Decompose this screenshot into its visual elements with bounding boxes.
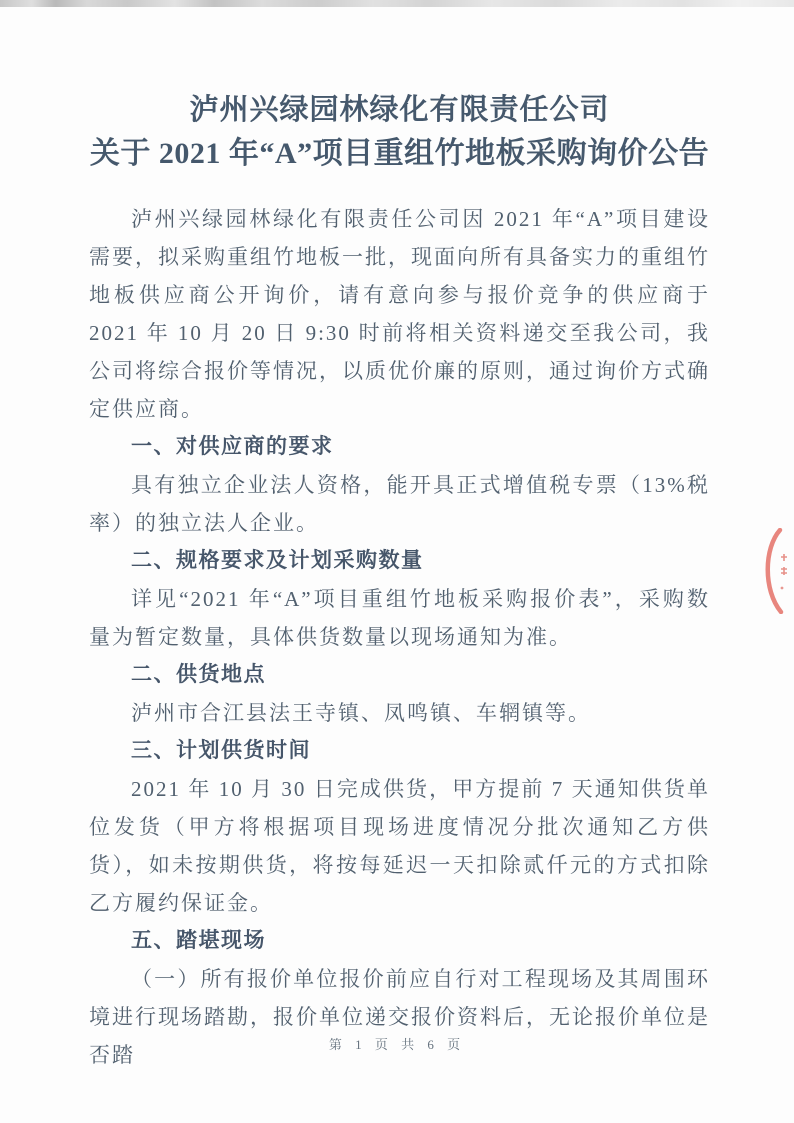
section-heading-delivery-location: 二、供货地点 bbox=[131, 663, 266, 686]
section-heading-spec-quantity: 二、规格要求及计划采购数量 bbox=[131, 549, 424, 572]
section-paragraph-delivery-location: 泸州市合江县法王寺镇、凤鸣镇、车辋镇等。 bbox=[131, 701, 591, 725]
company-name-title: 泸州兴绿园林绿化有限责任公司 bbox=[189, 94, 610, 126]
section-heading-supplier-requirements: 一、对供应商的要求 bbox=[131, 435, 334, 458]
scan-artifact-strip bbox=[0, 0, 794, 7]
section-heading-site-visit: 五、踏堪现场 bbox=[131, 929, 266, 952]
section-paragraph-site-visit: （一）所有报价单位报价前应自行对工程现场及其周围环境进行现场踏勘，报价单位递交报价资料后，无论报价单位是否踏 bbox=[89, 967, 710, 1067]
intro-paragraph: 泸州兴绿园林绿化有限责任公司因 2021 年“A”项目建设需要，拟采购重组竹地板一批，现面向所有具备实力的重组竹地板供应商公开询价，请有意向参与报价竞争的供应商于 2021 年 10 月 20 日 9:30 时前将相关资料递交至我公司，我公司将综合报价等情况，以质优价廉的原则，通过询价方式确定供应商。 bbox=[89, 207, 710, 421]
document-content bbox=[89, 88, 710, 1074]
document-title bbox=[89, 88, 710, 176]
section-heading-delivery-time: 三、计划供货时间 bbox=[131, 739, 311, 762]
page-number-footer: 第 1 页 共 6 页 bbox=[328, 1037, 466, 1052]
section-paragraph-spec-quantity: 详见“2021 年“A”项目重组竹地板采购报价表”，采购数量为暂定数量，具体供货数量以现场通知为准。 bbox=[89, 587, 710, 649]
document-body bbox=[89, 200, 710, 1074]
red-seal-arc-icon bbox=[758, 528, 794, 614]
announcement-title: 关于 2021 年“A”项目重组竹地板采购询价公告 bbox=[89, 137, 710, 170]
section-paragraph-delivery-time: 2021 年 10 月 30 日完成供货，甲方提前 7 天通知供货单位发货（甲方将根据项目现场进度情况分批次通知乙方供货），如未按期供货，将按每延迟一天扣除贰仟元的方式扣除乙方履约保证金。 bbox=[89, 777, 710, 915]
partial-red-seal-stamp bbox=[758, 528, 794, 614]
section-paragraph-supplier-requirements: 具有独立企业法人资格，能开具正式增值税专票（13%税率）的独立法人企业。 bbox=[89, 473, 710, 535]
